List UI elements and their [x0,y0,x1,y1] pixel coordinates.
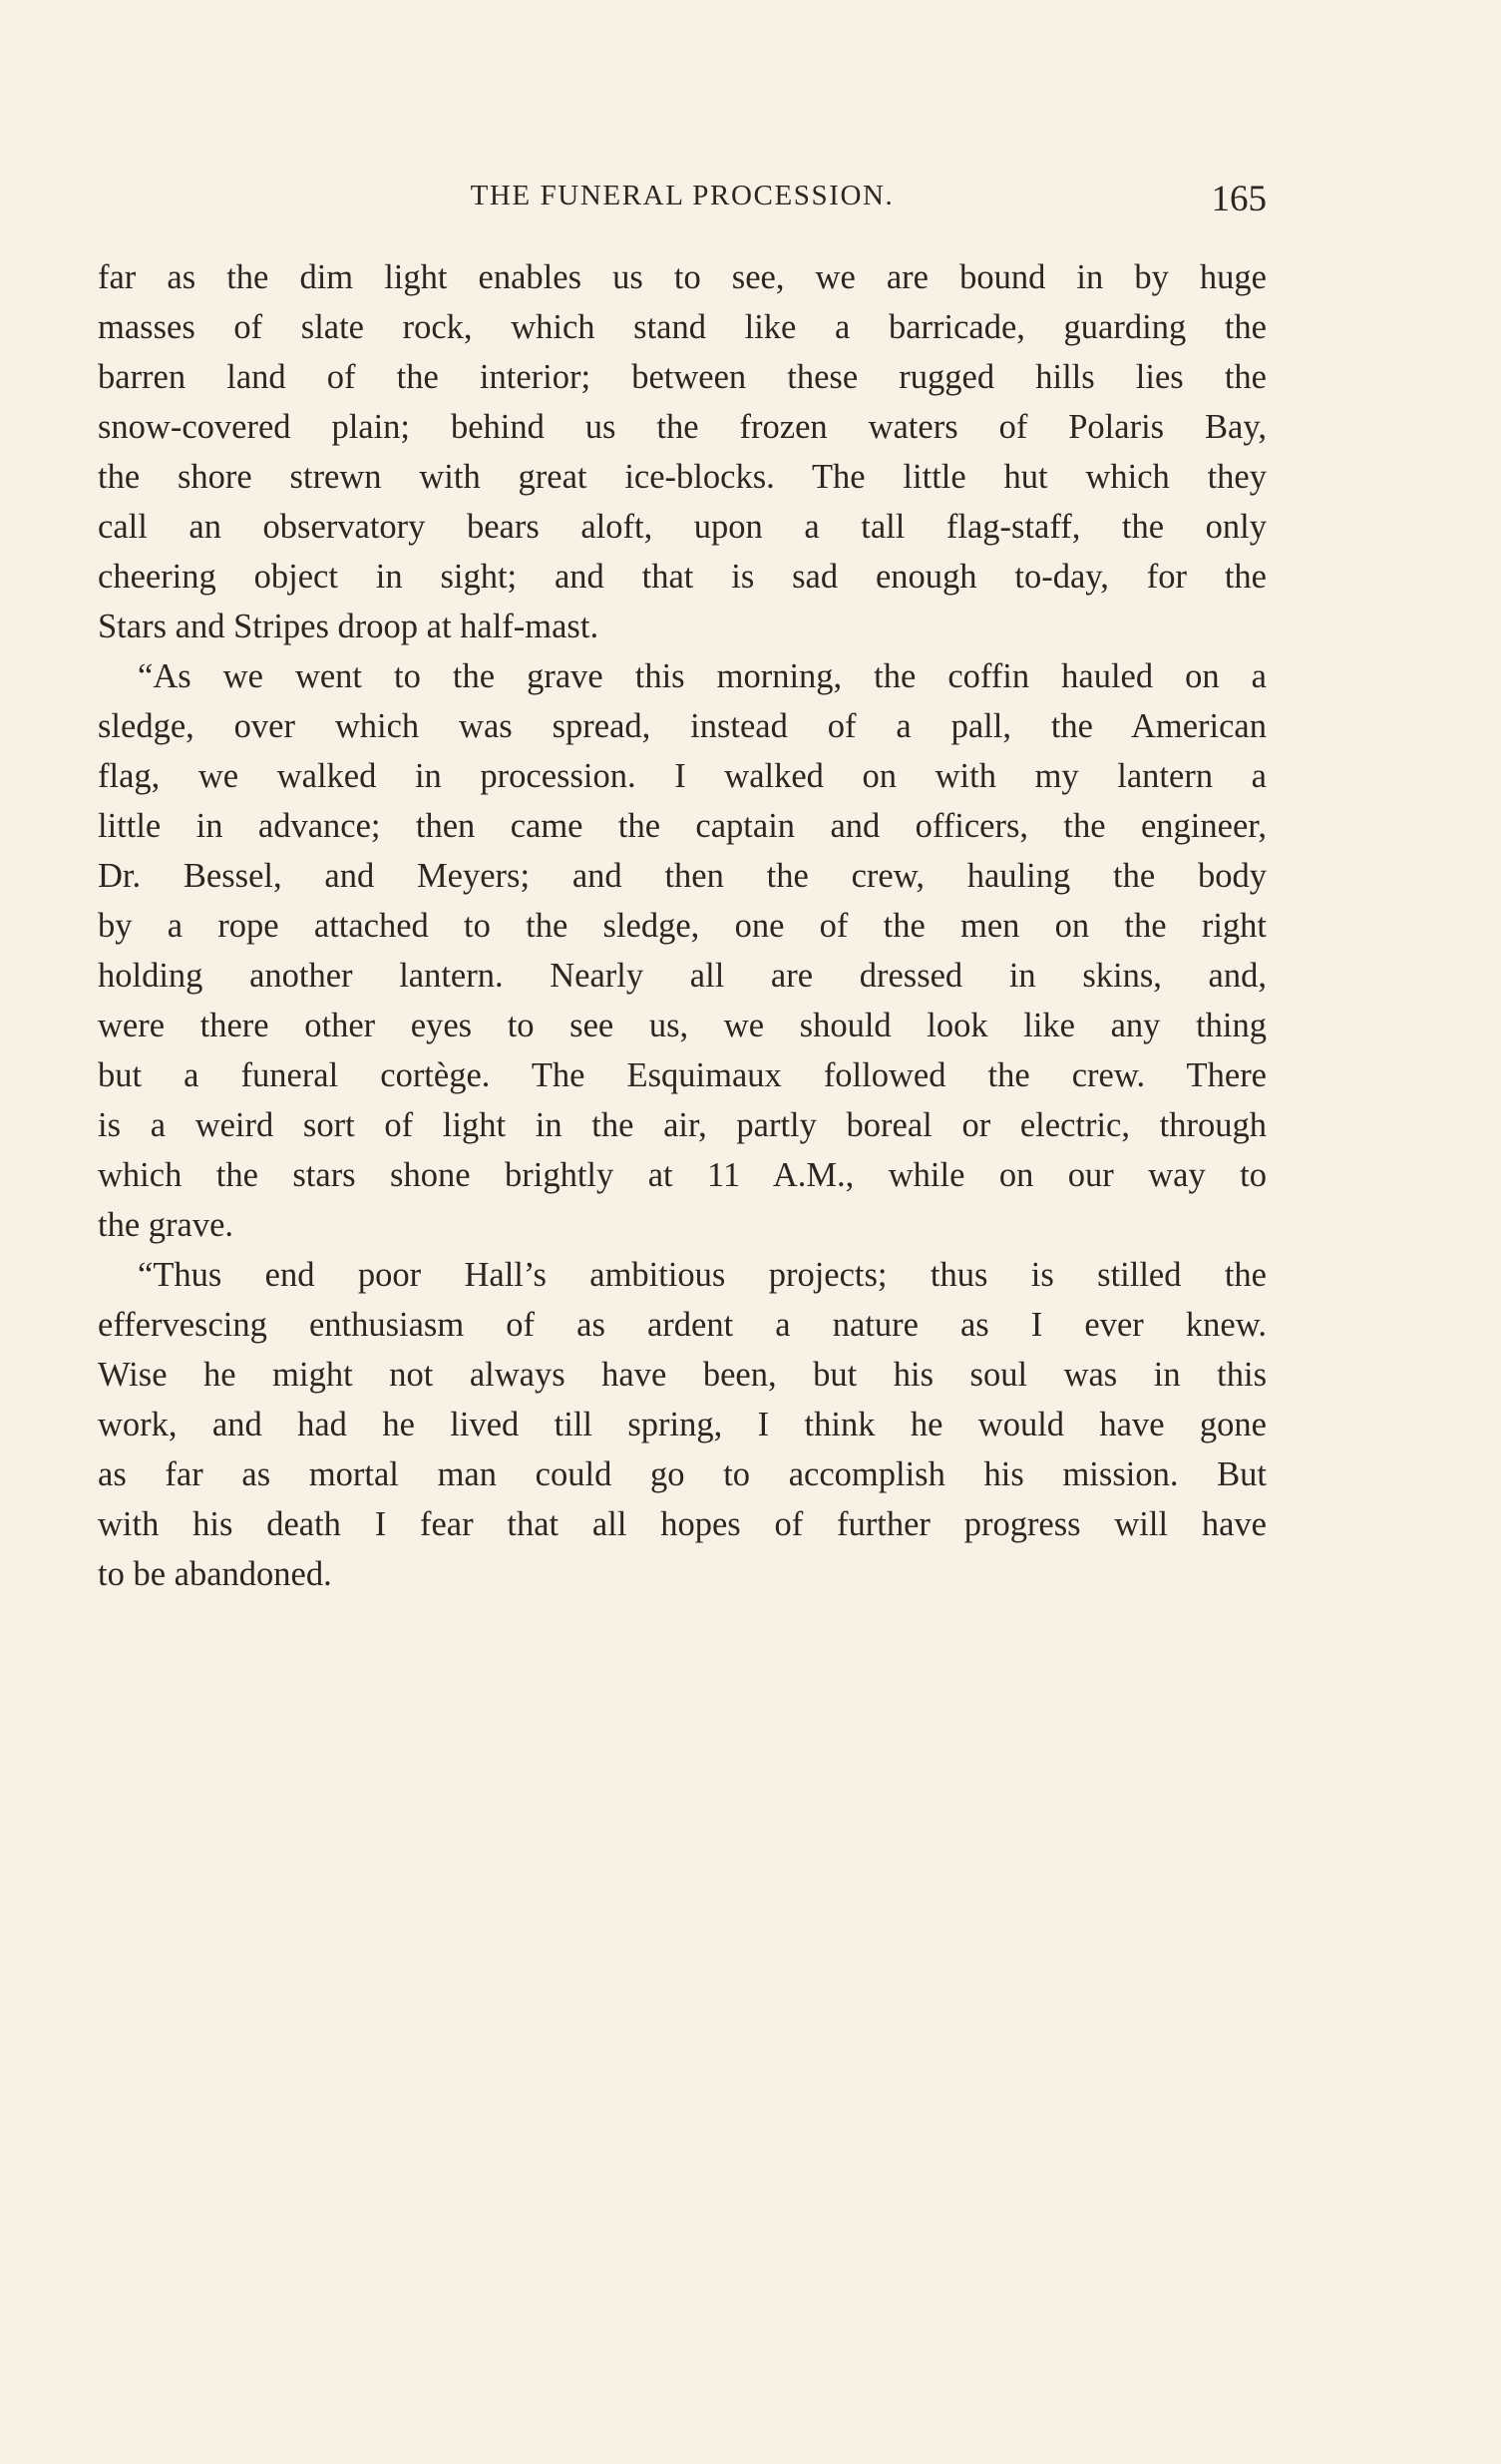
text-line: effervescing enthusiasm of as ardent a nature as I ever knew. [98,1306,1267,1344]
text-line: Stars and Stripes droop at half-mast. [98,608,599,645]
text-line: Dr. Bessel, and Meyers; and then the crew, hauling the body [98,857,1267,895]
paragraph-start-line: “Thus end poor Hall’s ambitious projects; thus is stilled the [138,1256,1267,1294]
text-line: the shore strewn with great ice-blocks. The little hut which they [98,458,1267,496]
text-line: work, and had he lived till spring, I think he would have gone [98,1406,1267,1443]
text-line: to be abandoned. [98,1555,332,1593]
text-line: far as the dim light enables us to see, we are bound in by huge [98,258,1267,296]
text-line: holding another lantern. Nearly all are dressed in skins, and, [98,957,1267,995]
text-line: but a funeral cortège. The Esquimaux followed the crew. There [98,1056,1267,1094]
text-line: by a rope attached to the sledge, one of the men on the right [98,907,1267,945]
text-line: were there other eyes to see us, we should look like any thing [98,1007,1267,1044]
text-line: snow-covered plain; behind us the frozen waters of Polaris Bay, [98,408,1267,446]
text-line: cheering object in sight; and that is sad enough to-day, for the [98,558,1267,596]
text-line: as far as mortal man could go to accomplish his mission. But [98,1455,1267,1493]
text-line: with his death I fear that all hopes of further progress will have [98,1505,1267,1543]
body-text [98,252,1267,1599]
text-line: the grave. [98,1206,234,1244]
text-line: masses of slate rock, which stand like a barricade, guarding the [98,308,1267,346]
page-header [98,176,1267,225]
text-line: sledge, over which was spread, instead of a pall, the American [98,707,1267,745]
text-line: barren land of the interior; between these rugged hills lies the [98,358,1267,396]
paragraph-start-line: “As we went to the grave this morning, the coffin hauled on a [138,657,1267,695]
text-line: flag, we walked in procession. I walked on with my lantern a [98,757,1267,795]
page-number: 165 [1211,179,1267,219]
text-line: call an observatory bears aloft, upon a tall flag-staff, the only [98,508,1267,546]
text-line: little in advance; then came the captain and officers, the engineer, [98,807,1267,845]
text-line: Wise he might not always have been, but his soul was in this [98,1356,1267,1394]
text-line: is a weird sort of light in the air, partly boreal or electric, through [98,1106,1267,1144]
text-line: which the stars shone brightly at 11 A.M., while on our way to [98,1156,1267,1194]
running-head: THE FUNERAL PROCESSION. [470,180,895,211]
